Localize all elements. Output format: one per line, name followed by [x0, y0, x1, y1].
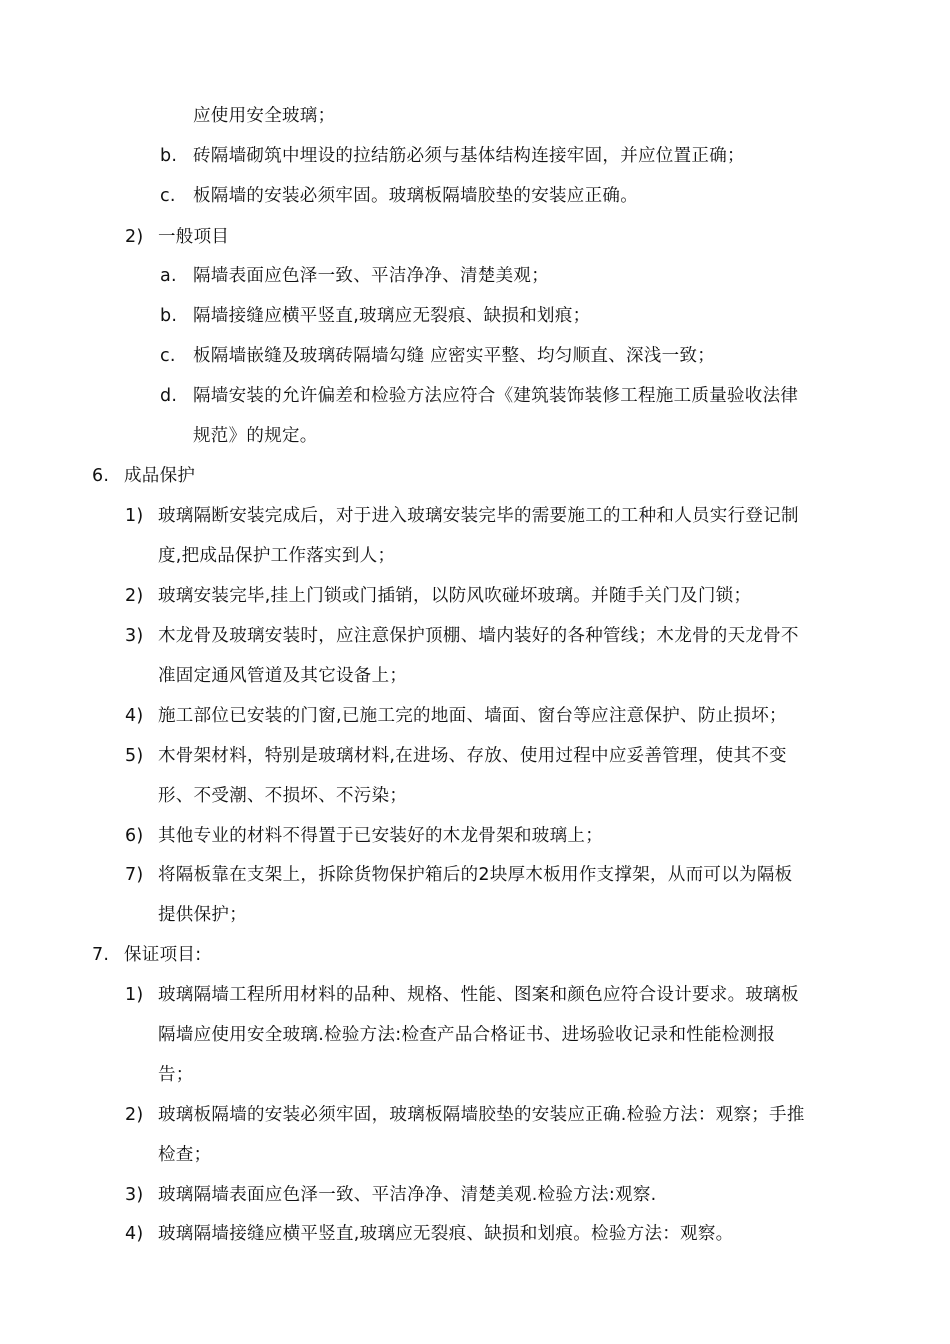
item-text: 提供保护；	[158, 905, 247, 925]
item-text: 玻璃隔断安装完成后，对于进入玻璃安装完毕的需要施工的工种和人员实行登记制	[158, 506, 799, 526]
heading-text: 一般项目	[158, 227, 230, 247]
item-marker: 4)	[125, 706, 144, 726]
item-text: 将隔板靠在支架上，拆除货物保护箱后的2块厚木板用作支撑架，从而可以为隔板	[158, 865, 793, 885]
item-marker: 6)	[125, 826, 144, 846]
item-marker: 5)	[125, 746, 144, 766]
list-item-continuation	[193, 104, 335, 128]
item-text: 玻璃板隔墙的安装必须牢固，玻璃板隔墙胶垫的安装应正确.检验方法：观察；手推	[158, 1105, 805, 1125]
item-marker: 4)	[125, 1224, 144, 1244]
heading-marker: 7.	[92, 945, 110, 965]
heading-text: 保证项目:	[124, 945, 202, 965]
item-text: 隔墙表面应色泽一致、平洁净净、清楚美观；	[193, 266, 549, 286]
item-text: 隔墙接缝应横平竖直,玻璃应无裂痕、缺损和划痕；	[193, 306, 591, 326]
list-item-wrap	[158, 664, 407, 688]
item-text: 准固定通风管道及其它设备上；	[158, 666, 408, 686]
item-text: 玻璃安装完毕,挂上门锁或门插销，以防风吹碰坏玻璃。并随手关门及门锁；	[158, 586, 752, 606]
item-text: 施工部位已安装的门窗,已施工完的地面、墙面、窗台等应注意保护、防止损坏；	[158, 706, 787, 726]
item-marker: c.	[160, 186, 176, 206]
item-text: 规范》的规定。	[193, 426, 318, 446]
item-text: 玻璃隔墙表面应色泽一致、平洁净净、清楚美观.检验方法:观察.	[158, 1185, 657, 1205]
list-item-wrap	[158, 544, 395, 568]
list-item-wrap	[158, 1023, 775, 1047]
list-item-wrap	[158, 784, 407, 808]
item-text: 砖隔墙砌筑中埋设的拉结筋必须与基体结构连接牢固，并应位置正确；	[193, 146, 745, 166]
item-text: 检查；	[158, 1145, 212, 1165]
item-marker: d.	[160, 386, 178, 406]
heading-marker: 6.	[92, 466, 110, 486]
item-marker: b.	[160, 146, 178, 166]
item-text: 板隔墙的安装必须牢固。玻璃板隔墙胶垫的安装应正确。	[193, 186, 638, 206]
item-marker: b.	[160, 306, 178, 326]
item-marker: 1)	[125, 985, 144, 1005]
item-text: 木骨架材料，特别是玻璃材料,在进场、存放、使用过程中应妥善管理，使其不变	[158, 746, 787, 766]
item-text: 形、不受潮、不损坏、不污染；	[158, 786, 408, 806]
item-marker: 2)	[125, 1105, 144, 1125]
item-text: 隔墙安装的允许偏差和检验方法应符合《建筑装饰装修工程施工质量验收法律	[193, 386, 799, 406]
item-text: 隔墙应使用安全玻璃.检验方法:检查产品合格证书、进场验收记录和性能检测报	[158, 1025, 776, 1045]
item-text: 玻璃隔墙接缝应横平竖直,玻璃应无裂痕、缺损和划痕。检验方法：观察。	[158, 1224, 734, 1244]
item-text: 板隔墙嵌缝及玻璃砖隔墙勾缝 应密实平整、均匀顺直、深浅一致；	[193, 346, 716, 366]
item-text: 度,把成品保护工作落实到人；	[158, 546, 396, 566]
item-marker: 3)	[125, 1185, 144, 1205]
item-marker: c.	[160, 346, 176, 366]
item-marker: a.	[160, 266, 177, 286]
list-item-wrap	[193, 424, 318, 448]
item-text: 木龙骨及玻璃安装时，应注意保护顶棚、墙内装好的各种管线；木龙骨的天龙骨不	[158, 626, 799, 646]
list-item-wrap	[158, 1143, 211, 1167]
item-text: 其他专业的材料不得置于已安装好的木龙骨架和玻璃上；	[158, 826, 603, 846]
heading-marker: 2)	[125, 227, 144, 247]
item-marker: 2)	[125, 586, 144, 606]
item-text: 玻璃隔墙工程所用材料的品种、规格、性能、图案和颜色应符合设计要求。玻璃板	[158, 985, 799, 1005]
item-marker: 3)	[125, 626, 144, 646]
item-marker: 7)	[125, 865, 144, 885]
heading-text: 成品保护	[124, 466, 196, 486]
list-item-wrap	[158, 903, 247, 927]
item-text: 应使用安全玻璃；	[193, 106, 336, 126]
item-text: 告；	[158, 1065, 194, 1085]
item-marker: 1)	[125, 506, 144, 526]
list-item-wrap	[158, 1063, 194, 1087]
